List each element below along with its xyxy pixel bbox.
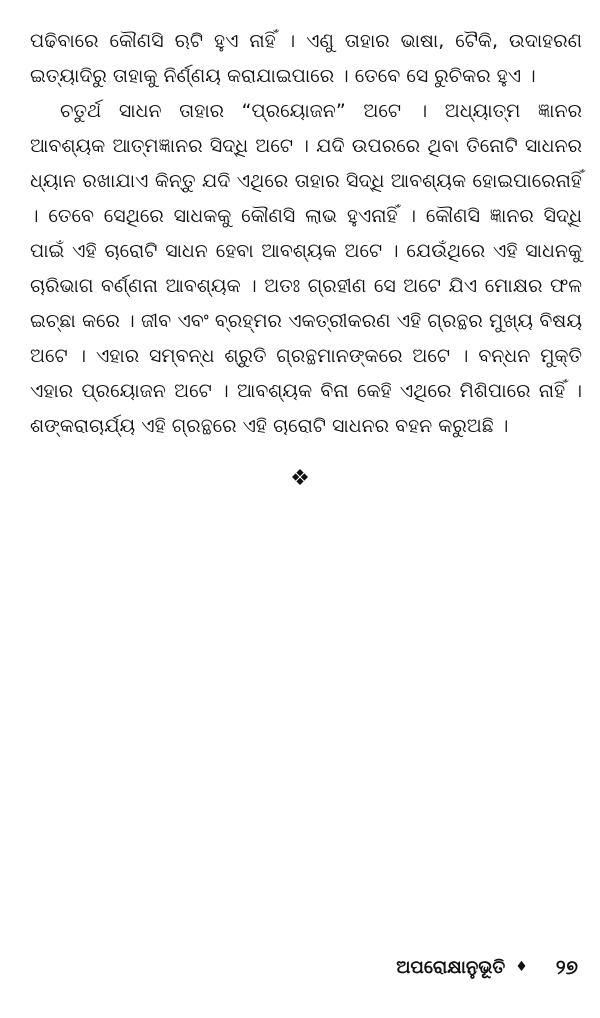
section-ornament-icon: ❖ <box>290 466 310 491</box>
diamond-separator-icon: ♦ <box>515 959 528 975</box>
running-footer <box>396 952 578 982</box>
footer-book-title: ଅପରୋକ୍ଷାନୁଭୂତି <box>396 956 506 978</box>
paragraph-fourth-means: ଚତୁର୍ଥ ସାଧନ ତାହାର “ପ୍ରୟୋଜନ” ଅଟେ । ଅଧ୍ୟାତ୍ମ ଜ୍ଞାନର ଆବଶ୍ୟକ ଆତ୍ମଜ୍ଞାନର ସିଦ୍ଧି ଅଟେ । ଯଦି ଉପରରେ ଥିବା ତିନୋଟି ସାଧନର ଧ୍ୟାନ ରଖାଯାଏ କିନ୍ତୁ ଯଦି ଏଥିରେ ତାହାର ସିଦ୍ଧି ଆବଶ୍ୟକ ହୋଇପାରେନାହିଁ । ତେବେ ସେଥିରେ ସାଧକକୁ କୌଣସି ଲାଭ ହୁଏନାହିଁ । କୌଣସି ଜ୍ଞାନର ସିଦ୍ଧି ପାଇଁ ଏହି ଚାରୋଟି ସାଧନ ହେବା ଆବଶ୍ୟକ ଅଟେ । ଯେଉଁଥିରେ ଏହି ସାଧନକୁ ଚାରିଭାଗ ବର୍ଣ୍ଣନା ଆବଶ୍ୟକ । ଅତଃ ଗ୍ରହୀଣ ସେ ଅଟେ ଯିଏ ମୋକ୍ଷର ଫଳ ଇଚ୍ଛା କରେ । ଜୀବ ଏବଂ ବ୍ରହ୍ମର ଏକତ୍ରୀକରଣ ଏହି ଗ୍ରନ୍ଥର ମୁଖ୍ୟ ବିଷୟ ଅଟେ । ଏହାର ସମ୍ବନ୍ଧ ଶ୍ରୁତି ଗ୍ରନ୍ଥମାନଙ୍କରେ ଅଟେ । ବନ୍ଧନ ମୁକ୍ତି ଏହାର ପ୍ରୟୋଜନ ଅଟେ । ଆବଶ୍ୟକ ବିନା କେହି ଏଥିରେ ମିଶିପାରେ ନାହିଁ । ଶଙ୍କରାଚାର୍ଯ୍ୟ ଏହି ଗ୍ରନ୍ଥରେ ଏହି ଚାରୋଟି ସାଧନର ବହନ କରୁଅଛି । <box>30 100 582 437</box>
page-number: ୨୭ <box>555 955 578 979</box>
paragraph-continued: ପଢିବାରେ କୌଣସି ଋଟି ହୁଏ ନାହିଁ । ଏଣୁ ତାହାର ଭାଷା, ଟୈକି, ଉଦାହରଣ ଇତ୍ୟାଦିରୁ ତାହାକୁ ନିର୍ଣ୍ଣୟ କରାଯାଇପାରେ । ତେବେ ସେ ରୁଚିକର ହୁଏ । <box>30 30 582 87</box>
body-text <box>30 24 582 444</box>
